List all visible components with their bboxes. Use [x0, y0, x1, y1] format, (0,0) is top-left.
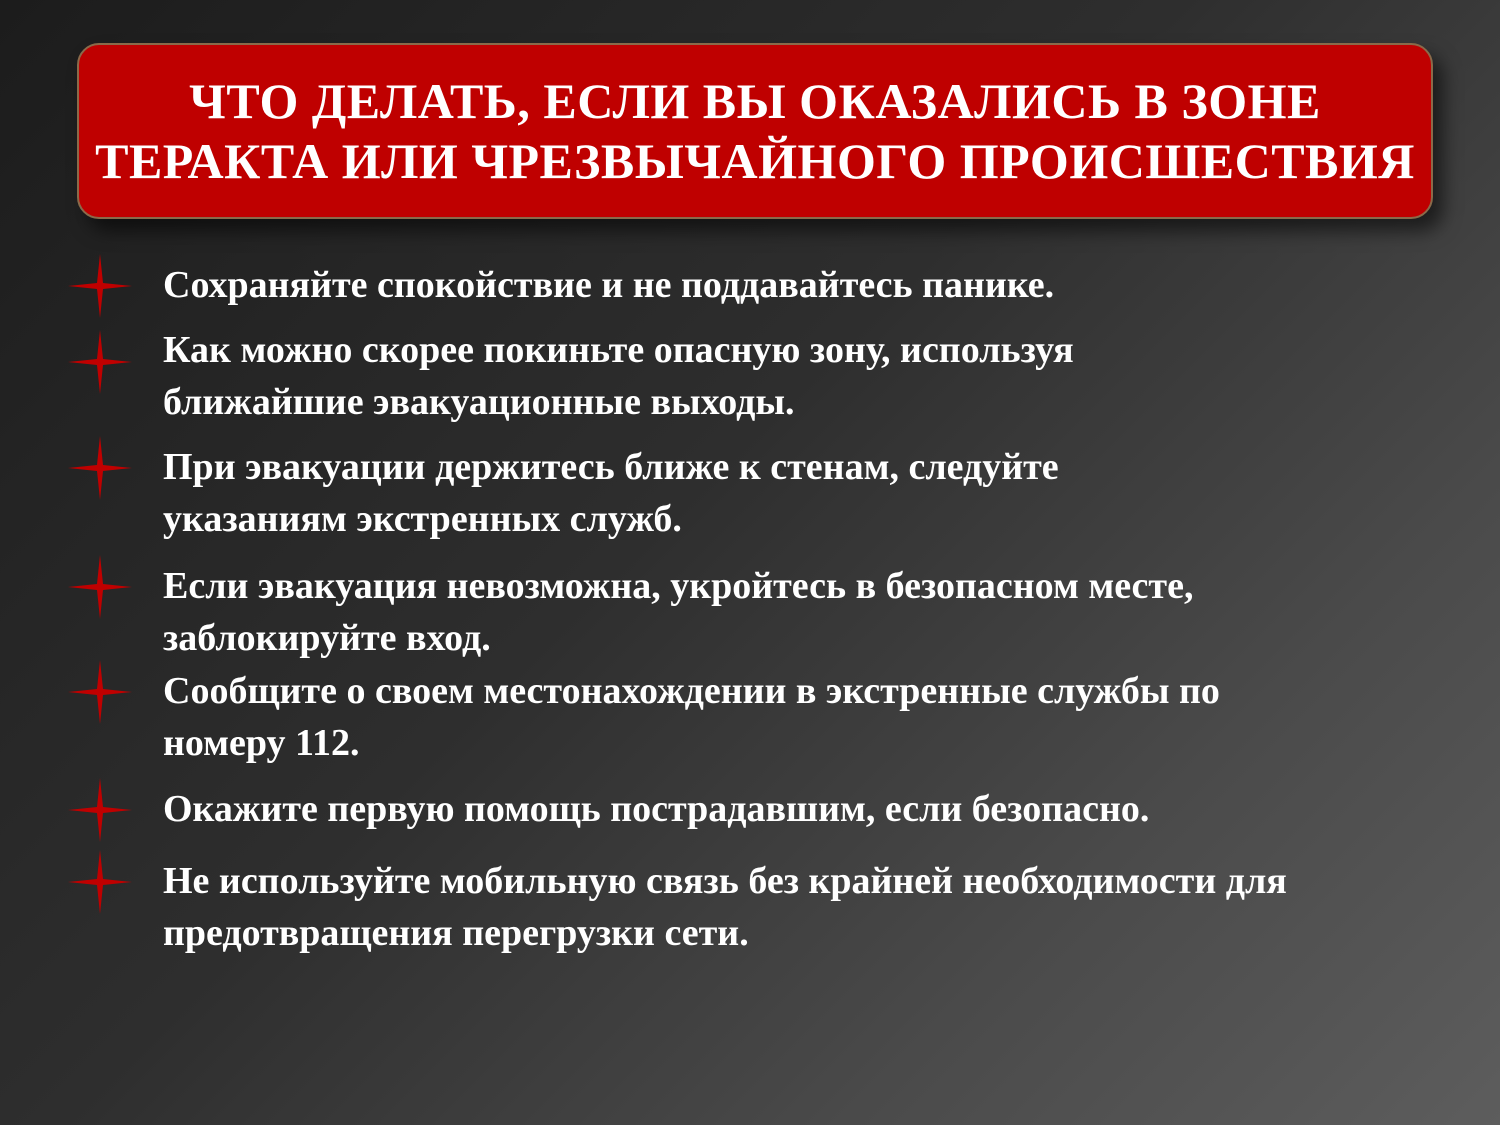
list-item-text	[163, 259, 1453, 311]
title-line-2: ТЕРАКТА ИЛИ ЧРЕЗВЫЧАЙНОГО ПРОИСШЕСТВИЯ	[95, 133, 1415, 189]
red-four-point-star-icon	[68, 660, 132, 724]
list-item-text	[163, 783, 1453, 835]
red-four-point-star-icon	[68, 778, 132, 842]
list-item-line: заблокируйте вход.	[163, 617, 491, 659]
list-item-text	[163, 855, 1453, 959]
list-item-line: Не используйте мобильную связь без крайней необходимости для	[163, 860, 1287, 902]
list-item-text	[163, 560, 1453, 664]
list-item-text	[163, 324, 1453, 428]
red-four-point-star-icon	[68, 850, 132, 914]
list-item-line: Сохраняйте спокойствие и не поддавайтесь панике.	[163, 264, 1055, 306]
title-banner	[77, 43, 1433, 219]
list-item-line: Как можно скорее покиньте опасную зону, используя	[163, 329, 1074, 371]
list-item-line: Если эвакуация невозможна, укройтесь в безопасном месте,	[163, 565, 1194, 607]
list-item-text	[163, 665, 1453, 769]
list-item-line: предотвращения перегрузки сети.	[163, 912, 749, 954]
red-four-point-star-icon	[68, 436, 132, 500]
list-item-text	[163, 441, 1453, 545]
list-item-line: Окажите первую помощь пострадавшим, если безопасно.	[163, 788, 1150, 830]
title-line-1: ЧТО ДЕЛАТЬ, ЕСЛИ ВЫ ОКАЗАЛИСЬ В ЗОНЕ	[189, 73, 1321, 129]
list-item-line: При эвакуации держитесь ближе к стенам, следуйте	[163, 446, 1059, 488]
red-four-point-star-icon	[68, 254, 132, 318]
red-four-point-star-icon	[68, 555, 132, 619]
list-item-line: ближайшие эвакуационные выходы.	[163, 381, 795, 423]
red-four-point-star-icon	[68, 330, 132, 394]
list-item-line: указаниям экстренных служб.	[163, 498, 682, 540]
list-item-line: Сообщите о своем местонахождении в экстренные службы по	[163, 670, 1220, 712]
list-item-line: номеру 112.	[163, 722, 360, 764]
